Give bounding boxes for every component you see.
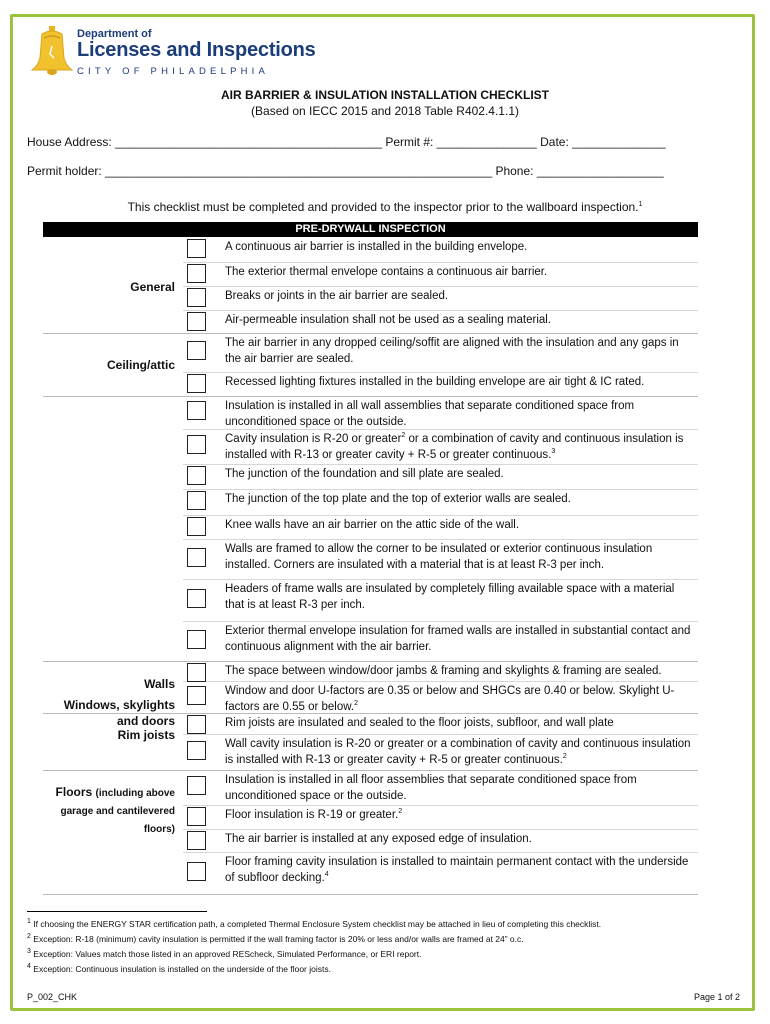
footnote-divider <box>27 911 207 912</box>
item-text-content: Headers of frame walls are insulated by completely filling available space with a material that is at least R-3 per inch. <box>225 583 675 611</box>
item-text-content: Floor insulation is R-19 or greater. <box>225 809 399 821</box>
item-text-content: or a combination of cavity and continuous insulation is installed with R-13 or greater cavity + R-5 or greater continuous. <box>225 433 684 461</box>
item-text-content: Walls are framed to allow the corner to be insulated or exterior continuous insulation installed. Corners are insulated with a material that is at least R-3 per inch. <box>225 543 653 571</box>
checklist-group <box>43 713 698 771</box>
item-text-content: The exterior thermal envelope contains a continuous air barrier. <box>225 266 548 278</box>
footnote-text: If choosing the ENERGY STAR certification path, a completed Thermal Enclosure System checklist may be attached in lieu of completing this checklist. <box>33 919 602 929</box>
footnote <box>27 934 524 944</box>
checklist-item <box>183 429 698 465</box>
table-heading: PRE-DRYWALL INSPECTION <box>43 222 698 237</box>
group-name: Ceiling/attic <box>106 358 175 372</box>
item-text-content: Floor framing cavity insulation is installed to maintain permanent contact with the underside of subfloor decking. <box>225 856 689 884</box>
item-text <box>225 772 694 804</box>
item-text <box>225 736 694 768</box>
checkbox[interactable] <box>187 517 206 536</box>
item-text <box>225 466 694 482</box>
item-text-content: Window and door U-factors are 0.35 or below and SHGCs are 0.40 or below. Skylight U-factors are 0.55 or below. <box>225 685 675 713</box>
checklist-item <box>183 661 698 682</box>
item-text <box>225 335 694 367</box>
checklist-group <box>43 333 698 397</box>
item-text <box>225 831 694 847</box>
group-label <box>43 279 175 295</box>
item-text <box>225 623 694 655</box>
checkbox[interactable] <box>187 341 206 360</box>
item-text <box>225 491 694 507</box>
checklist-item <box>183 770 698 806</box>
footnote-number: 3 <box>27 948 31 956</box>
checkbox[interactable] <box>187 239 206 258</box>
checklist-item <box>183 515 698 540</box>
document-title: AIR BARRIER & INSULATION INSTALLATION CHECKLIST <box>221 88 549 102</box>
footnote <box>27 949 421 959</box>
footnote-text: Exception: Continuous insulation is installed on the underside of the floor joists. <box>33 964 331 974</box>
item-text <box>225 398 694 430</box>
footnote-text: Exception: R-18 (minimum) cavity insulation is permitted if the wall framing factor is 20% or less and/or walls are framed at 24” o.c. <box>33 934 524 944</box>
footnote-ref: 3 <box>551 448 556 456</box>
item-text-content: Breaks or joints in the air barrier are sealed. <box>225 290 449 302</box>
checklist-item <box>183 333 698 373</box>
checklist-item <box>183 262 698 287</box>
checklist-item <box>183 286 698 311</box>
item-text-content: Rim joists are insulated and sealed to the floor joists, subfloor, and wall plate <box>225 717 614 729</box>
checkbox[interactable] <box>187 374 206 393</box>
footnote-ref: 2 <box>398 808 403 816</box>
group-name: General <box>130 280 175 294</box>
item-text <box>225 663 694 679</box>
checkbox[interactable] <box>187 630 206 649</box>
checkbox[interactable] <box>187 491 206 510</box>
intro-statement <box>0 200 770 214</box>
footnote-number: 1 <box>27 918 31 926</box>
logo-agency-name: Licenses and Inspections <box>77 39 316 61</box>
footnote <box>27 964 331 974</box>
item-text <box>225 431 694 463</box>
form-code: P_002_CHK <box>27 992 78 1002</box>
group-name: Rim joists <box>117 728 175 742</box>
checkbox[interactable] <box>187 741 206 760</box>
item-text-content: The air barrier in any dropped ceiling/soffit are aligned with the insulation and any gaps in the air barrier are sealed. <box>225 337 679 365</box>
checklist-item <box>183 621 698 661</box>
group-label <box>43 357 175 373</box>
item-text <box>225 239 694 255</box>
footnote-number: 2 <box>27 933 31 941</box>
checkbox[interactable] <box>187 776 206 795</box>
checklist-item <box>183 539 698 580</box>
checkbox[interactable] <box>187 831 206 850</box>
item-text <box>225 264 694 280</box>
checklist-item <box>183 372 698 396</box>
logo-city-name: CITY OF PHILADELPHIA <box>77 66 270 77</box>
checkbox[interactable] <box>187 264 206 283</box>
checklist-item <box>183 489 698 516</box>
item-text-content: The junction of the foundation and sill plate are sealed. <box>225 468 504 480</box>
checklist-item <box>183 310 698 333</box>
group-label <box>43 784 175 838</box>
checklist-group <box>43 770 698 895</box>
intro-text: This checklist must be completed and provided to the inspector prior to the wallboard inspection. <box>127 200 639 214</box>
footnote <box>27 919 601 929</box>
item-text-content: Wall cavity insulation is R-20 or greater or a combination of cavity and continuous insulation is installed with R-13 or greater cavity + R-5 or greater continuous. <box>225 738 691 766</box>
checkbox[interactable] <box>187 589 206 608</box>
item-text <box>225 312 694 328</box>
item-text-content: Exterior thermal envelope insulation for framed walls are installed in substantial contact and continuous alignment with the air barrier. <box>225 625 691 653</box>
liberty-bell-icon <box>30 24 74 80</box>
checklist-item <box>183 681 698 713</box>
checkbox[interactable] <box>187 807 206 826</box>
item-text-content: The space between window/door jambs & framing and skylights & framing are sealed. <box>225 665 662 677</box>
checkbox[interactable] <box>187 312 206 331</box>
page-number: Page 1 of 2 <box>693 992 740 1002</box>
checklist-item <box>183 829 698 853</box>
item-text <box>225 541 694 573</box>
item-text-content: Insulation is installed in all wall assemblies that separate conditioned space from unconditioned space or the outside. <box>225 400 635 428</box>
checklist-item <box>183 734 698 770</box>
item-text <box>225 683 694 715</box>
checkbox[interactable] <box>187 435 206 454</box>
checklist-item <box>183 713 698 735</box>
item-text-content: Cavity insulation is R-20 or greater <box>225 433 402 445</box>
item-text <box>225 715 694 731</box>
item-text <box>225 807 694 823</box>
item-text-content: Insulation is installed in all floor assemblies that separate conditioned space from unconditioned space or the outside. <box>225 774 637 802</box>
group-name: Walls <box>144 677 175 691</box>
checklist-item <box>183 579 698 622</box>
item-text-content: Air-permeable insulation shall not be used as a sealing material. <box>225 314 552 326</box>
checklist-item <box>183 805 698 830</box>
item-text-content: Recessed lighting fixtures installed in the building envelope are air tight & IC rated. <box>225 376 645 388</box>
item-text <box>225 374 694 390</box>
checkbox[interactable] <box>187 663 206 682</box>
footnote-ref: 2 <box>562 753 567 761</box>
item-text-content: The air barrier is installed at any exposed edge of insulation. <box>225 833 532 845</box>
checkbox[interactable] <box>187 686 206 705</box>
footnote-ref: 4 <box>324 871 329 879</box>
checkbox[interactable] <box>187 288 206 307</box>
department-logo <box>30 24 320 82</box>
group-label <box>43 727 175 743</box>
footnote-number: 4 <box>27 963 31 971</box>
item-text-content: Knee walls have an air barrier on the attic side of the wall. <box>225 519 520 531</box>
logo-department-of: Department of <box>77 28 152 40</box>
checkbox[interactable] <box>187 466 206 485</box>
item-text <box>225 288 694 304</box>
address-permit-date-line[interactable]: House Address: ________________________________________ Permit #: _______________ Date: ______________ <box>27 135 666 149</box>
checkbox[interactable] <box>187 401 206 420</box>
group-name: Windows, skylights and doors <box>63 698 175 728</box>
footnote-ref: 2 <box>401 432 406 440</box>
checklist-item <box>183 237 698 263</box>
item-text <box>225 854 694 886</box>
item-text-content: The junction of the top plate and the top of exterior walls are sealed. <box>225 493 571 505</box>
item-text <box>225 517 694 533</box>
document-subtitle: (Based on IECC 2015 and 2018 Table R402.4.1.1) <box>251 104 519 118</box>
checklist-group <box>43 237 698 334</box>
item-text-content: A continuous air barrier is installed in the building envelope. <box>225 241 528 253</box>
footnote-ref: 1 <box>638 201 643 208</box>
checkbox[interactable] <box>187 548 206 567</box>
group-name: Floors <box>55 785 93 799</box>
footnote-ref: 2 <box>354 700 359 708</box>
checkbox[interactable] <box>187 715 206 734</box>
footnote-text: Exception: Values match those listed in an approved REScheck, Simulated Performance, or ERI report. <box>33 949 422 959</box>
item-text <box>225 581 694 613</box>
checklist-item <box>183 464 698 490</box>
group-name-note: (including above garage and cantilevered floors) <box>60 788 175 835</box>
permit-holder-phone-line[interactable]: Permit holder: __________________________________________________________ Phone: ___________________ <box>27 164 664 178</box>
checklist-item <box>183 852 698 894</box>
checkbox[interactable] <box>187 862 206 881</box>
checklist-item <box>183 396 698 430</box>
